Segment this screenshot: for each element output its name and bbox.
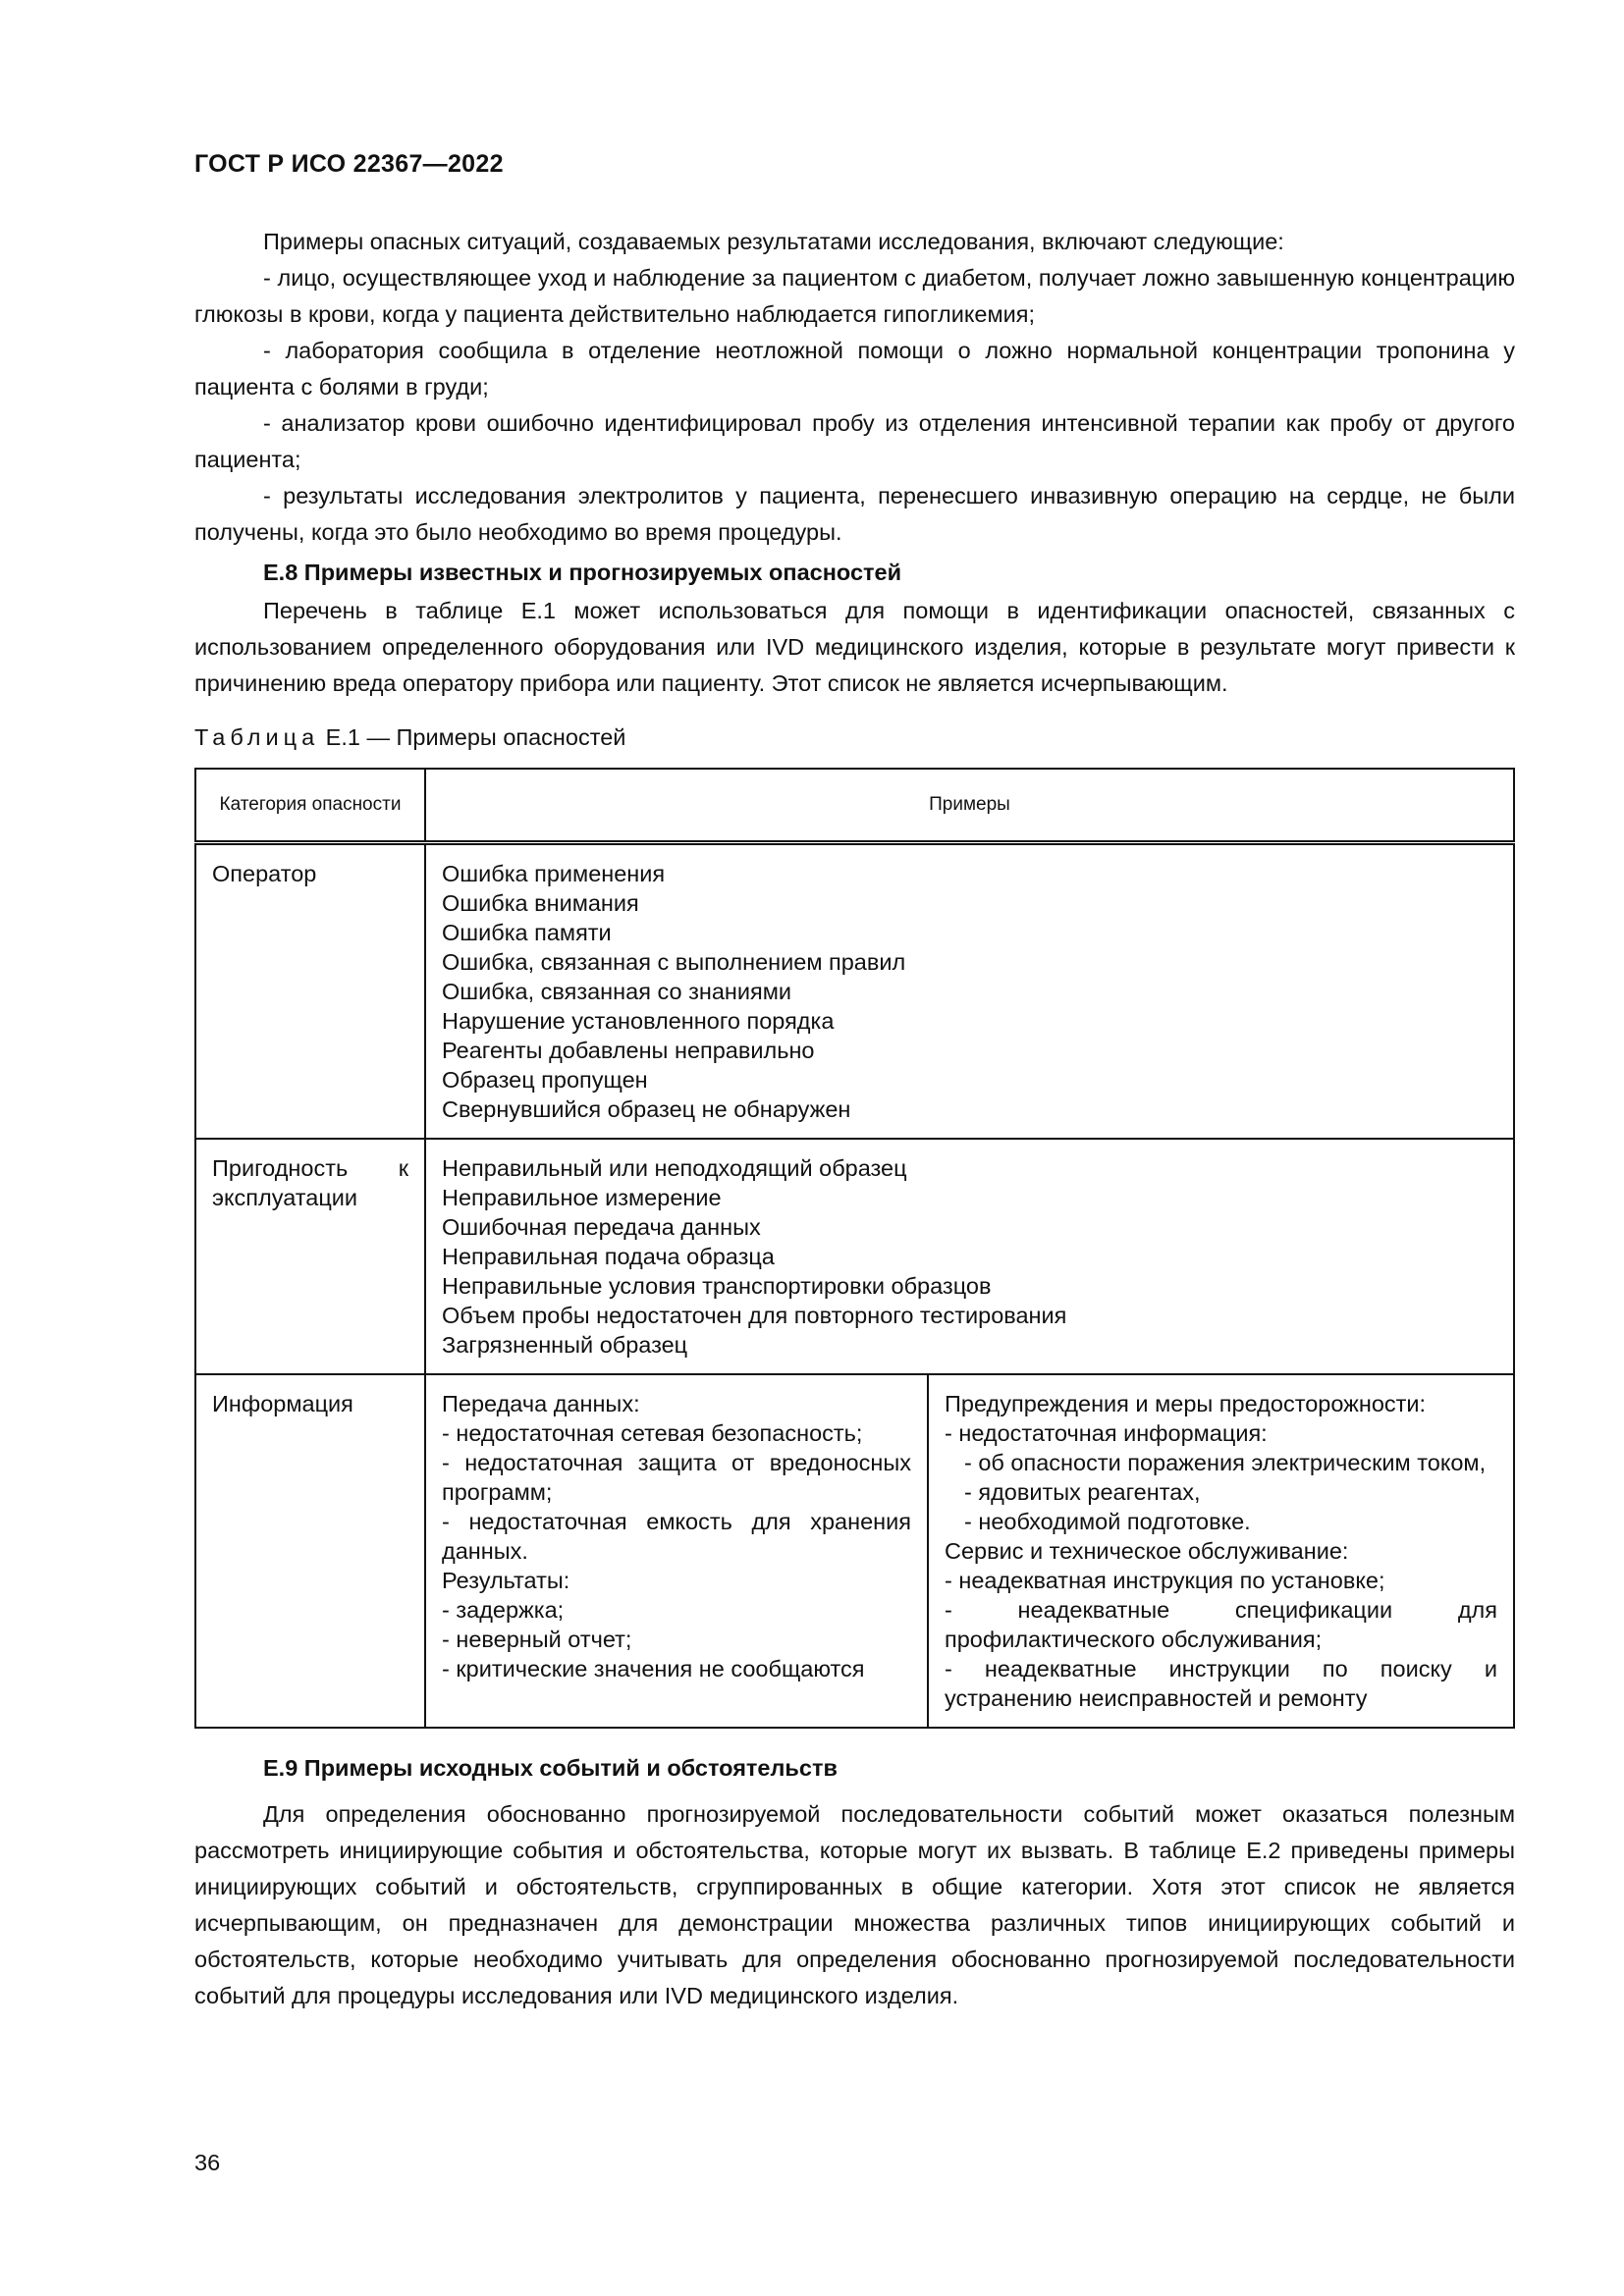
intro-item: - лицо, осуществляющее уход и наблюдение за пациентом с диабетом, получает ложно завышенную концентрацию глюкозы в крови, когда у пациента действительно наблюдается гипогликемия; xyxy=(194,265,1515,327)
example-item: - критические значения не сообщаются xyxy=(442,1656,865,1682)
example-item: Ошибочная передача данных xyxy=(442,1214,761,1240)
example-item: Реагенты добавлены неправильно xyxy=(442,1038,815,1063)
category-line xyxy=(212,1153,408,1183)
example-item: Передача данных: xyxy=(442,1391,640,1416)
category-word: Пригодность xyxy=(212,1155,349,1181)
example-item: Неправильное измерение xyxy=(442,1185,722,1210)
section-e9-paragraph: Для определения обоснованно прогнозируемой последовательности событий может оказаться полезным рассмотреть инициирующие события и обстоятельства, которые могут их вызвать. В таблице Е.2 приведены примеры инициирующих событий и обстоятельств, сгруппированных в общие категории. Хотя этот список не является исчерпывающим, он предназначен для демонстрации множества различных типов инициирующих событий и обстоятельств, которые необходимо учитывать для определения обоснованно прогнозируемой последовательности событий для процедуры исследования или IVD медицинского изделия. xyxy=(194,1801,1515,2008)
document-body xyxy=(194,224,1515,2014)
example-item: Неправильная подача образца xyxy=(442,1244,775,1269)
example-item: Нарушение установленного порядка xyxy=(442,1008,835,1034)
example-item: - задержка; xyxy=(442,1597,565,1623)
example-item: - недостаточная сетевая безопасность; xyxy=(442,1420,863,1446)
document-header: ГОСТ Р ИСО 22367—2022 xyxy=(194,150,504,178)
example-item: Предупреждения и меры предосторожности: xyxy=(945,1391,1427,1416)
example-item: - неадекватная инструкция по установке; xyxy=(945,1568,1385,1593)
table-row-information xyxy=(195,1374,1514,1728)
example-item: Неправильные условия транспортировки образцов xyxy=(442,1273,992,1299)
example-item: - неадекватные спецификации для профилактического обслуживания; xyxy=(945,1597,1497,1652)
example-item: Неправильный или неподходящий образец xyxy=(442,1155,907,1181)
example-item: Ошибка, связанная со знаниями xyxy=(442,979,792,1004)
example-item: Свернувшийся образец не обнаружен xyxy=(442,1096,851,1122)
examples-left-cell xyxy=(425,1374,928,1728)
example-item: Ошибка, связанная с выполнением правил xyxy=(442,949,906,975)
example-item: Результаты: xyxy=(442,1568,570,1593)
category-line: эксплуатации xyxy=(212,1185,358,1210)
header-category: Категория опасности xyxy=(195,769,425,843)
page-number: 36 xyxy=(194,2150,221,2175)
examples-cell xyxy=(425,843,1514,1140)
category-cell xyxy=(195,1139,425,1374)
table-caption xyxy=(194,720,1515,756)
examples-right-cell xyxy=(928,1374,1514,1728)
section-e8-heading: Е.8 Примеры известных и прогнозируемых опасностей xyxy=(263,560,902,585)
example-item: - недостаточная емкость для хранения данных. xyxy=(442,1509,911,1564)
intro-lead: Примеры опасных ситуаций, создаваемых результатами исследования, включают следующие: xyxy=(263,229,1284,254)
table-row-usability xyxy=(195,1139,1514,1374)
example-item: - неверный отчет; xyxy=(442,1627,632,1652)
example-item: - недостаточная защита от вредоносных программ; xyxy=(442,1450,911,1505)
example-item: Ошибка применения xyxy=(442,861,666,886)
intro-item: - лаборатория сообщила в отделение неотложной помощи о ложно нормальной концентрации тропонина у пациента с болями в груди; xyxy=(194,338,1515,400)
example-item: - необходимой подготовке. xyxy=(964,1509,1251,1534)
section-e8-paragraph: Перечень в таблице Е.1 может использоваться для помощи в идентификации опасностей, связанных с использованием определенного оборудования или IVD медицинского изделия, которые в результате могут привести к причинению вреда оператору прибора или пациенту. Этот список не является исчерпывающим. xyxy=(194,598,1515,696)
category-cell: Оператор xyxy=(195,843,425,1140)
category-word: к xyxy=(398,1155,408,1181)
intro-item: - анализатор крови ошибочно идентифицировал пробу из отделения интенсивной терапии как пробу от другого пациента; xyxy=(194,410,1515,472)
table-header-row xyxy=(195,769,1514,843)
section-e9-heading: Е.9 Примеры исходных событий и обстоятельств xyxy=(263,1755,838,1781)
category-cell: Информация xyxy=(195,1374,425,1728)
example-item: - об опасности поражения электрическим током, xyxy=(964,1450,1487,1475)
example-item: - недостаточная информация: xyxy=(945,1420,1268,1446)
table-caption-title: Е.1 — Примеры опасностей xyxy=(319,724,626,750)
example-item: - ядовитых реагентах, xyxy=(964,1479,1201,1505)
example-item: Ошибка внимания xyxy=(442,890,639,916)
example-item: - неадекватные инструкции по поиску и устранению неисправностей и ремонту xyxy=(945,1656,1497,1711)
examples-cell xyxy=(425,1139,1514,1374)
intro-item: - результаты исследования электролитов у пациента, перенесшего инвазивную операцию на сердце, не были получены, когда это было необходимо во время процедуры. xyxy=(194,483,1515,545)
header-examples: Примеры xyxy=(425,769,1514,843)
example-item: Объем пробы недостаточен для повторного тестирования xyxy=(442,1303,1067,1328)
hazards-table xyxy=(194,768,1515,1729)
table-row-operator xyxy=(195,843,1514,1140)
example-item: Сервис и техническое обслуживание: xyxy=(945,1538,1349,1564)
table-caption-label: Таблица xyxy=(194,724,320,750)
example-item: Ошибка памяти xyxy=(442,920,612,945)
example-item: Образец пропущен xyxy=(442,1067,648,1093)
example-item: Загрязненный образец xyxy=(442,1332,688,1358)
